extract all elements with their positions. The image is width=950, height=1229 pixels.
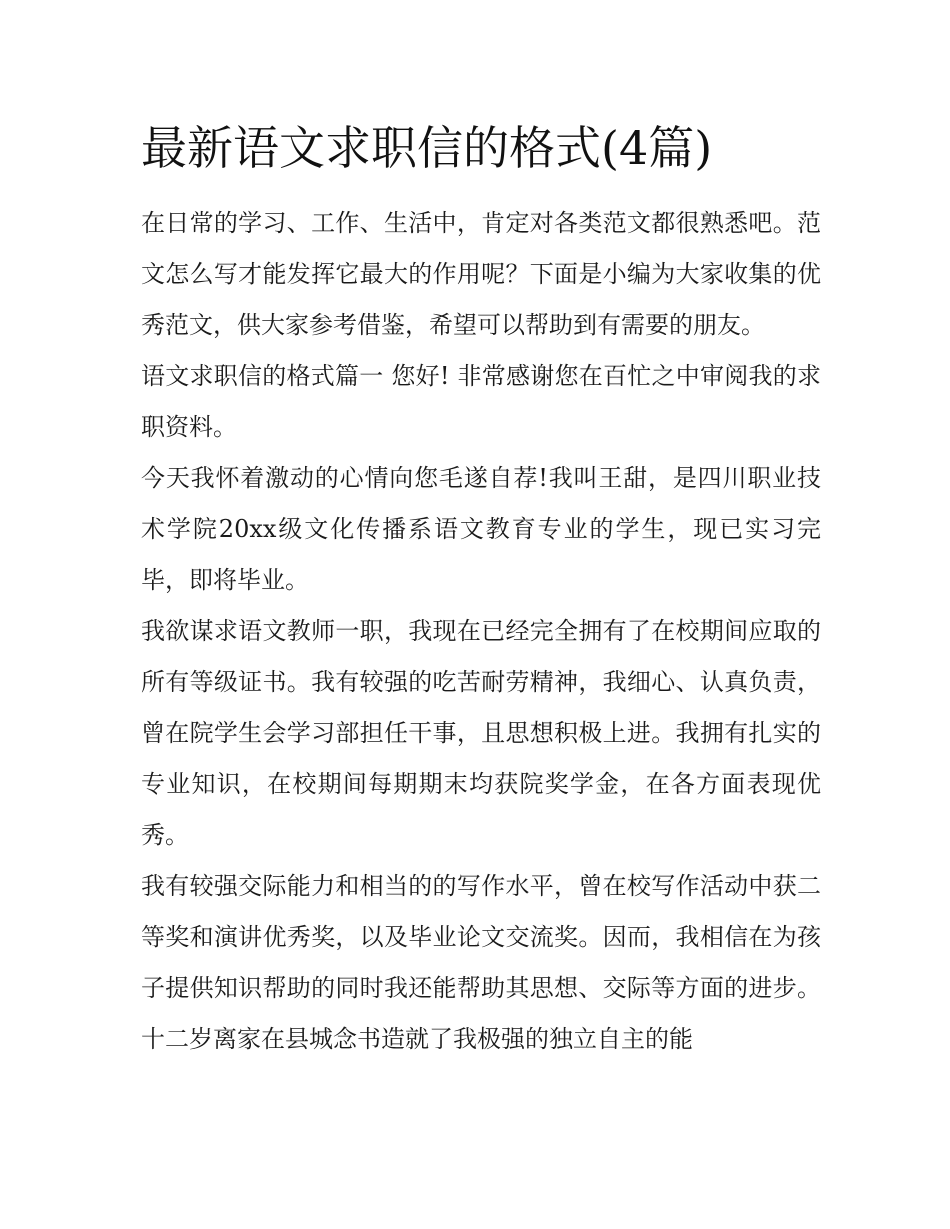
paragraph-intro: 在日常的学习、工作、生活中，肯定对各类范文都很熟悉吧。范文怎么写才能发挥它最大的作用呢？下面是小编为大家收集的优秀范文，供大家参考借鉴，希望可以帮助到有需要的朋友。 <box>141 209 821 339</box>
paragraph-self-introduction: 今天我怀着激动的心情向您毛遂自荐!我叫王甜，是四川职业技术学院20xx级文化传播系语文教育专业的学生，现已实习完毕，即将毕业。 <box>141 464 821 594</box>
document-body <box>141 112 821 1065</box>
document-title: 最新语文求职信的格式(4篇) <box>141 121 713 175</box>
paragraph-qualifications: 我欲谋求语文教师一职，我现在已经完全拥有了在校期间应取的所有等级证书。我有较强的吃苦耐劳精神，我细心、认真负责，曾在院学生会学习部担任干事，且思想积极上进。我拥有扎实的专业知识，在校期间每期期末均获院奖学金，在各方面表现优秀。 <box>141 617 821 849</box>
paragraph-abilities: 我有较强交际能力和相当的的写作水平，曾在校写作活动中获二等奖和演讲优秀奖，以及毕业论文交流奖。因而，我相信在为孩子提供知识帮助的同时我还能帮助其思想、交际等方面的进步。十二岁离家在县城念书造就了我极强的独立自主的能 <box>141 872 821 1053</box>
paragraph-greeting: 语文求职信的格式篇一 您好! 非常感谢您在百忙之中审阅我的求职资料。 <box>141 362 821 441</box>
